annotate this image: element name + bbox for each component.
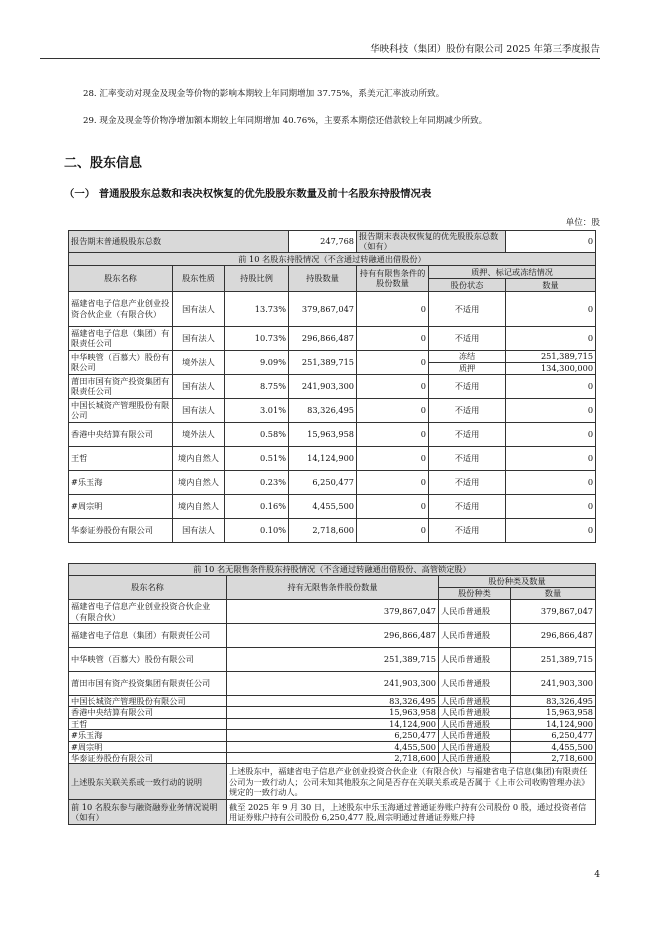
table-row	[69, 470, 596, 494]
margin-label: 前 10 名股东参与融资融券业务情况说明（如有）	[69, 800, 227, 825]
table-row	[69, 718, 596, 729]
table-row	[69, 753, 596, 764]
holder-restricted: 0	[357, 326, 429, 350]
unit-label: 单位：股	[565, 218, 600, 228]
col-header-type-group: 股份种类及数量	[439, 576, 596, 588]
holder-nature: 国有法人	[173, 291, 225, 326]
holder-ratio: 3.01%	[225, 398, 289, 422]
holder-ratio: 10.73%	[225, 326, 289, 350]
pledge-qty: 0	[506, 446, 596, 470]
holder-ratio: 0.58%	[225, 422, 289, 446]
share-type: 人民币普通股	[439, 741, 511, 752]
relation-row	[69, 764, 596, 800]
share-type: 人民币普通股	[439, 718, 511, 729]
holder-name: #乐玉海	[69, 730, 227, 741]
share-num: 4,455,500	[511, 741, 596, 752]
table-row	[69, 326, 596, 350]
holder-name: 香港中央结算有限公司	[69, 707, 227, 718]
holder-nature: 国有法人	[173, 518, 225, 542]
col-header-ratio: 持股比例	[225, 265, 289, 291]
share-num: 15,963,958	[511, 707, 596, 718]
holder-qty: 296,866,487	[289, 326, 357, 350]
holder-qty: 4,455,500	[289, 494, 357, 518]
table-row	[69, 672, 596, 696]
note-text: 现金及现金等价物净增加额本期较上年同期增加 40.76%，主要系本期偿还借款较上年同期减少所致。	[99, 116, 488, 126]
pledge-qty: 0	[506, 398, 596, 422]
unrestricted-shareholders-table	[68, 563, 596, 825]
unrestricted-qty: 296,866,487	[227, 624, 439, 648]
share-num: 251,389,715	[511, 648, 596, 672]
holder-name: 华泰证券股份有限公司	[69, 518, 173, 542]
relation-text: 上述股东中，福建省电子信息产业创业投资合伙企业（有限合伙）与福建省电子信息(集团)有限责任公司为一致行动人；公司未知其他股东之间是否存在关联关系或是否属于《上市公司收购管理办法》规定的一致行动人。	[227, 764, 596, 800]
holder-qty: 6,250,477	[289, 470, 357, 494]
holder-nature: 国有法人	[173, 374, 225, 398]
table-row	[69, 648, 596, 672]
holder-nature: 国有法人	[173, 326, 225, 350]
holder-name: 中国长城资产管理股份有限公司	[69, 398, 173, 422]
holder-restricted: 0	[357, 350, 429, 374]
margin-text: 截至 2025 年 9 月 30 日，上述股东中乐玉海通过普通证券账户持有公司股份 0 股，通过投资者信用证券账户持有公司股份 6,250,477 股,周宗明通过普通证券账户持	[227, 800, 596, 825]
holder-restricted: 0	[357, 291, 429, 326]
holder-restricted: 0	[357, 494, 429, 518]
holder-name: 华泰证券股份有限公司	[69, 753, 227, 764]
pledge-qty: 0	[506, 291, 596, 326]
top10-shareholders-table	[68, 230, 596, 543]
share-num: 241,903,300	[511, 672, 596, 696]
holder-ratio: 0.51%	[225, 446, 289, 470]
col-header-name: 股东名称	[69, 265, 173, 291]
pledge-status: 不适用	[429, 326, 506, 350]
holder-ratio: 0.10%	[225, 518, 289, 542]
holder-nature: 境外法人	[173, 350, 225, 374]
holder-name: 香港中央结算有限公司	[69, 422, 173, 446]
page-number: 4	[594, 870, 600, 880]
subsection-title: （一） 普通股股东总数和表决权恢复的优先股股东数量及前十名股东持股情况表	[64, 188, 432, 200]
section-title: 二、股东信息	[64, 156, 143, 171]
col-header-pledge-group: 质押、标记或冻结情况	[429, 265, 596, 278]
share-num: 83,326,495	[511, 696, 596, 707]
holder-nature: 国有法人	[173, 398, 225, 422]
unrestricted-qty: 15,963,958	[227, 707, 439, 718]
holder-name: 中国长城资产管理股份有限公司	[69, 696, 227, 707]
unrestricted-qty: 14,124,900	[227, 718, 439, 729]
share-num: 14,124,900	[511, 718, 596, 729]
col-header-pledge-status: 股份状态	[429, 278, 506, 291]
relation-label: 上述股东关联关系或一致行动的说明	[69, 764, 227, 800]
unrestricted-qty: 83,326,495	[227, 696, 439, 707]
note-number: 29.	[83, 116, 97, 126]
holder-ratio: 13.73%	[225, 291, 289, 326]
table-row	[69, 741, 596, 752]
holder-name: 王哲	[69, 446, 173, 470]
unrestricted-qty: 6,250,477	[227, 730, 439, 741]
pledge-qty: 0	[506, 326, 596, 350]
holder-name: 王哲	[69, 718, 227, 729]
total-holders-label: 报告期末普通股股东总数	[69, 231, 289, 253]
holder-restricted: 0	[357, 470, 429, 494]
holder-ratio: 0.16%	[225, 494, 289, 518]
holder-ratio: 8.75%	[225, 374, 289, 398]
col-header-name: 股东名称	[69, 576, 227, 600]
holder-name: 莆田市国有资产投资集团有限责任公司	[69, 672, 227, 696]
unrestricted-title: 前 10 名无限售条件股东持股情况（不含通过转融通出借股份、高管锁定股）	[69, 564, 596, 576]
table-row	[69, 518, 596, 542]
holder-nature: 境内自然人	[173, 470, 225, 494]
pledge-status: 不适用	[429, 494, 506, 518]
holder-qty: 83,326,495	[289, 398, 357, 422]
pledge-status: 不适用	[429, 470, 506, 494]
holder-name: 福建省电子信息（集团）有限责任公司	[69, 624, 227, 648]
margin-row	[69, 800, 596, 825]
holder-ratio: 0.23%	[225, 470, 289, 494]
share-num: 6,250,477	[511, 730, 596, 741]
holder-name: 福建省电子信息（集团）有限责任公司	[69, 326, 173, 350]
pledge-status: 不适用	[429, 518, 506, 542]
table-row	[69, 446, 596, 470]
top10-title: 前 10 名股东持股情况（不含通过转融通出借股份）	[69, 252, 596, 265]
unrestricted-qty: 2,718,600	[227, 753, 439, 764]
holder-ratio: 9.09%	[225, 350, 289, 374]
table-row	[69, 730, 596, 741]
holder-name: #乐玉海	[69, 470, 173, 494]
table-row	[69, 494, 596, 518]
holder-nature: 境内自然人	[173, 446, 225, 470]
holder-restricted: 0	[357, 374, 429, 398]
unrestricted-qty: 379,867,047	[227, 600, 439, 624]
share-type: 人民币普通股	[439, 600, 511, 624]
pledge-status: 不适用	[429, 446, 506, 470]
holder-nature: 境外法人	[173, 422, 225, 446]
holder-name: 福建省电子信息产业创业投资合伙企业（有限合伙）	[69, 291, 173, 326]
pledge-qty: 0	[506, 494, 596, 518]
holder-qty: 15,963,958	[289, 422, 357, 446]
col-header-type: 股份种类	[439, 588, 511, 600]
holder-qty: 241,903,300	[289, 374, 357, 398]
holder-name: #周宗明	[69, 494, 173, 518]
holder-restricted: 0	[357, 446, 429, 470]
table-row	[69, 374, 596, 398]
preferred-holders-label: 报告期末表决权恢复的优先股股东总数（如有）	[357, 231, 506, 253]
note-number: 28.	[83, 89, 97, 99]
pledge-status: 质押	[429, 362, 506, 374]
table-row	[69, 624, 596, 648]
share-type: 人民币普通股	[439, 648, 511, 672]
pledge-status: 冻结	[429, 350, 506, 362]
table-row	[69, 707, 596, 718]
share-num: 2,718,600	[511, 753, 596, 764]
share-type: 人民币普通股	[439, 730, 511, 741]
share-type: 人民币普通股	[439, 753, 511, 764]
holder-qty: 379,867,047	[289, 291, 357, 326]
pledge-qty: 0	[506, 422, 596, 446]
table-row	[69, 600, 596, 624]
unrestricted-qty: 251,389,715	[227, 648, 439, 672]
pledge-status: 不适用	[429, 374, 506, 398]
unrestricted-qty: 4,455,500	[227, 741, 439, 752]
pledge-qty: 0	[506, 374, 596, 398]
share-type: 人民币普通股	[439, 696, 511, 707]
holder-nature: 境内自然人	[173, 494, 225, 518]
holder-name: #周宗明	[69, 741, 227, 752]
holder-name: 中华映管（百慕大）股份有限公司	[69, 350, 173, 374]
pledge-status: 不适用	[429, 398, 506, 422]
holder-qty: 251,389,715	[289, 350, 357, 374]
share-num: 296,866,487	[511, 624, 596, 648]
share-type: 人民币普通股	[439, 672, 511, 696]
pledge-qty: 0	[506, 470, 596, 494]
pledge-qty: 251,389,715	[506, 350, 596, 362]
page-header: 华映科技（集团）股份有限公司 2025 年第三季度报告	[40, 41, 600, 59]
note-item	[83, 87, 444, 99]
preferred-holders-value: 0	[506, 231, 596, 253]
col-header-restricted: 持有有限售条件的股份数量	[357, 265, 429, 291]
total-holders-value: 247,768	[289, 231, 357, 253]
col-header-pledge-qty: 数量	[506, 278, 596, 291]
share-type: 人民币普通股	[439, 707, 511, 718]
col-header-num: 数量	[511, 588, 596, 600]
pledge-status: 不适用	[429, 291, 506, 326]
col-header-nature: 股东性质	[173, 265, 225, 291]
holder-restricted: 0	[357, 398, 429, 422]
holder-name: 中华映管（百慕大）股份有限公司	[69, 648, 227, 672]
pledge-qty: 0	[506, 518, 596, 542]
table-row	[69, 291, 596, 326]
holder-qty: 14,124,900	[289, 446, 357, 470]
holder-name: 莆田市国有资产投资集团有限责任公司	[69, 374, 173, 398]
table-row	[69, 422, 596, 446]
col-header-qty: 持股数量	[289, 265, 357, 291]
holder-restricted: 0	[357, 422, 429, 446]
pledge-status: 不适用	[429, 422, 506, 446]
share-num: 379,867,047	[511, 600, 596, 624]
table-row	[69, 696, 596, 707]
table-row	[69, 350, 596, 362]
col-header-unrestricted-qty: 持有无限售条件股份数量	[227, 576, 439, 600]
note-text: 汇率变动对现金及现金等价物的影响本期较上年同期增加 37.75%，系美元汇率波动所致。	[99, 89, 445, 99]
table-row	[69, 398, 596, 422]
share-type: 人民币普通股	[439, 624, 511, 648]
unrestricted-qty: 241,903,300	[227, 672, 439, 696]
pledge-qty: 134,300,000	[506, 362, 596, 374]
holder-restricted: 0	[357, 518, 429, 542]
holder-qty: 2,718,600	[289, 518, 357, 542]
holder-name: 福建省电子信息产业创业投资合伙企业（有限合伙）	[69, 600, 227, 624]
note-item	[83, 114, 487, 126]
